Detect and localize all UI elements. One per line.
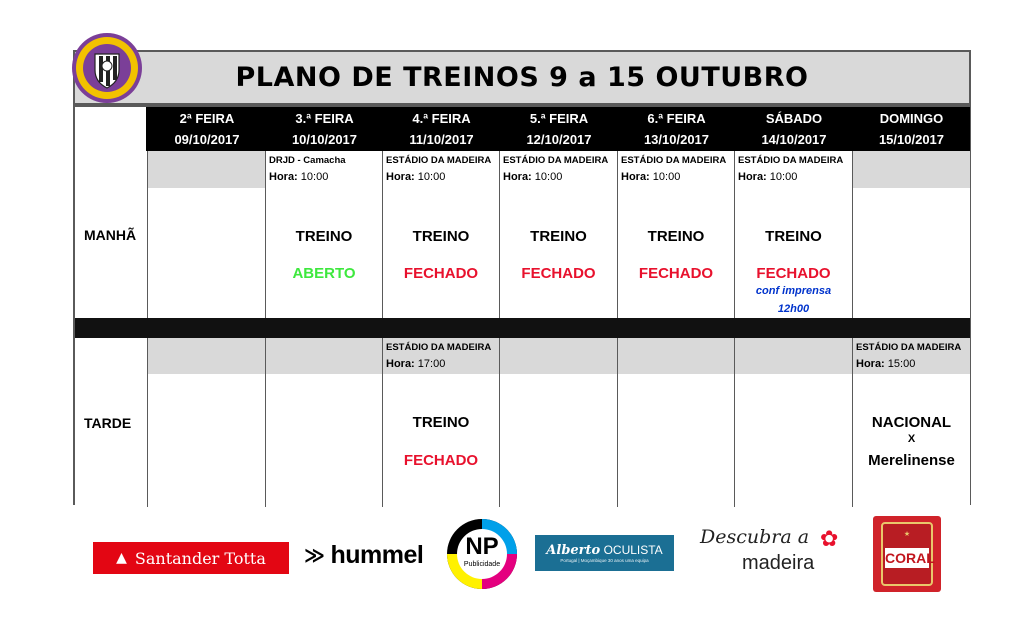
session-type: TREINO <box>647 228 705 245</box>
header-day-tue: 3.ª FEIRA 10/10/2017 <box>266 107 383 151</box>
morning-cell-mon <box>148 188 266 318</box>
location-label: DRJD - Camacha <box>269 155 346 166</box>
morning-cell-thu <box>500 188 618 318</box>
afternoon-cell-thu <box>500 374 618 507</box>
session-type: TREINO <box>295 228 353 245</box>
match-away-team: Merelinense <box>868 452 955 469</box>
press-conference-note: conf imprensa <box>755 285 832 297</box>
morning-cell-sat <box>735 188 853 318</box>
morning-cell-tue <box>266 188 383 318</box>
afternoon-cell-wed <box>383 374 500 507</box>
match-home-team: NACIONAL <box>871 414 952 431</box>
afternoon-info-sun <box>853 338 970 374</box>
location-label: ESTÁDIO DA MADEIRA <box>386 155 492 166</box>
training-schedule-table <box>73 105 971 505</box>
session-status-closed: FECHADO <box>403 452 479 469</box>
session-type: TREINO <box>412 228 470 245</box>
sponsor-coral-logo <box>873 516 941 592</box>
time-label: Hora: 15:00 <box>856 358 916 370</box>
header-day-sat: SÁBADO 14/10/2017 <box>735 107 853 151</box>
flame-icon: ▲ <box>116 550 127 566</box>
time-label: Hora: 10:00 <box>621 171 681 183</box>
row-label-afternoon: TARDE <box>75 338 148 507</box>
morning-info-wed <box>383 151 500 188</box>
sponsor-alberto-oculista-logo: Alberto OCULISTA Portugal | Moçambique 30 anos uma equipa <box>535 535 674 571</box>
location-label: ESTÁDIO DA MADEIRA <box>503 155 609 166</box>
header-day-fri: 6.ª FEIRA 13/10/2017 <box>618 107 735 151</box>
afternoon-cell-sun <box>853 374 970 507</box>
afternoon-info-tue <box>266 338 383 374</box>
title-bar <box>73 50 971 105</box>
afternoon-cell-tue <box>266 374 383 507</box>
morning-info-thu <box>500 151 618 188</box>
sponsor-hummel-logo: ≫ hummel <box>304 540 424 569</box>
session-status-closed: FECHADO <box>638 265 714 282</box>
morning-info-mon <box>148 151 266 188</box>
morning-info-tue <box>266 151 383 188</box>
time-label: Hora: 10:00 <box>269 171 329 183</box>
time-label: Hora: 10:00 <box>738 171 798 183</box>
afternoon-info-fri <box>618 338 735 374</box>
coral-emblem-icon: ★ <box>903 531 911 538</box>
header-day-wed: 4.ª FEIRA 11/10/2017 <box>383 107 500 151</box>
session-type: TREINO <box>765 228 822 245</box>
header-day-sun: DOMINGO 15/10/2017 <box>853 107 970 151</box>
morning-info-sat <box>735 151 853 188</box>
session-type: TREINO <box>530 228 587 245</box>
header-day-mon: 2ª FEIRA 09/10/2017 <box>148 107 266 151</box>
afternoon-cell-fri <box>618 374 735 507</box>
sponsor-np-logo <box>441 517 523 591</box>
morning-info-sun <box>853 151 970 188</box>
afternoon-cell-mon <box>148 374 266 507</box>
afternoon-info-wed <box>383 338 500 374</box>
morning-cell-fri <box>618 188 735 318</box>
session-status-closed: FECHADO <box>521 265 596 282</box>
match-versus: X <box>907 433 916 445</box>
session-status-closed: FECHADO <box>403 265 479 282</box>
time-label: Hora: 17:00 <box>386 358 446 370</box>
sponsor-descubra-madeira-logo: Descubra a madeira ✿ <box>700 526 839 574</box>
press-conference-time: 12h00 <box>777 303 810 315</box>
coral-badge: ★ CORAL <box>881 522 933 586</box>
morning-info-fri <box>618 151 735 188</box>
session-status-closed: FECHADO <box>756 265 831 282</box>
afternoon-cell-sat <box>735 374 853 507</box>
location-label: ESTÁDIO DA MADEIRA <box>621 155 727 166</box>
location-label: ESTÁDIO DA MADEIRA <box>386 342 492 353</box>
row-divider <box>75 318 970 338</box>
np-subtext: Publicidade <box>463 561 501 568</box>
header-corner <box>75 107 148 151</box>
location-label: ESTÁDIO DA MADEIRA <box>738 155 844 166</box>
afternoon-info-mon <box>148 338 266 374</box>
time-label: Hora: 10:00 <box>503 171 563 183</box>
page-title: PLANO DE TREINOS 9 a 15 OUTUBRO <box>235 62 809 93</box>
header-day-thu: 5.ª FEIRA 12/10/2017 <box>500 107 618 151</box>
session-status-open: ABERTO <box>292 265 356 282</box>
morning-cell-sun <box>853 188 970 318</box>
np-text: NP <box>465 533 499 560</box>
afternoon-info-sat <box>735 338 853 374</box>
chevron-icon: ≫ <box>304 544 325 567</box>
sponsor-santander-logo: ▲ Santander Totta <box>93 542 289 574</box>
time-label: Hora: 10:00 <box>386 171 446 183</box>
afternoon-info-thu <box>500 338 618 374</box>
row-label-morning: MANHÃ <box>75 151 148 318</box>
club-crest-logo <box>69 32 145 104</box>
morning-cell-wed <box>383 188 500 318</box>
flower-icon: ✿ <box>820 526 839 551</box>
location-label: ESTÁDIO DA MADEIRA <box>856 342 962 353</box>
session-type: TREINO <box>412 414 470 431</box>
